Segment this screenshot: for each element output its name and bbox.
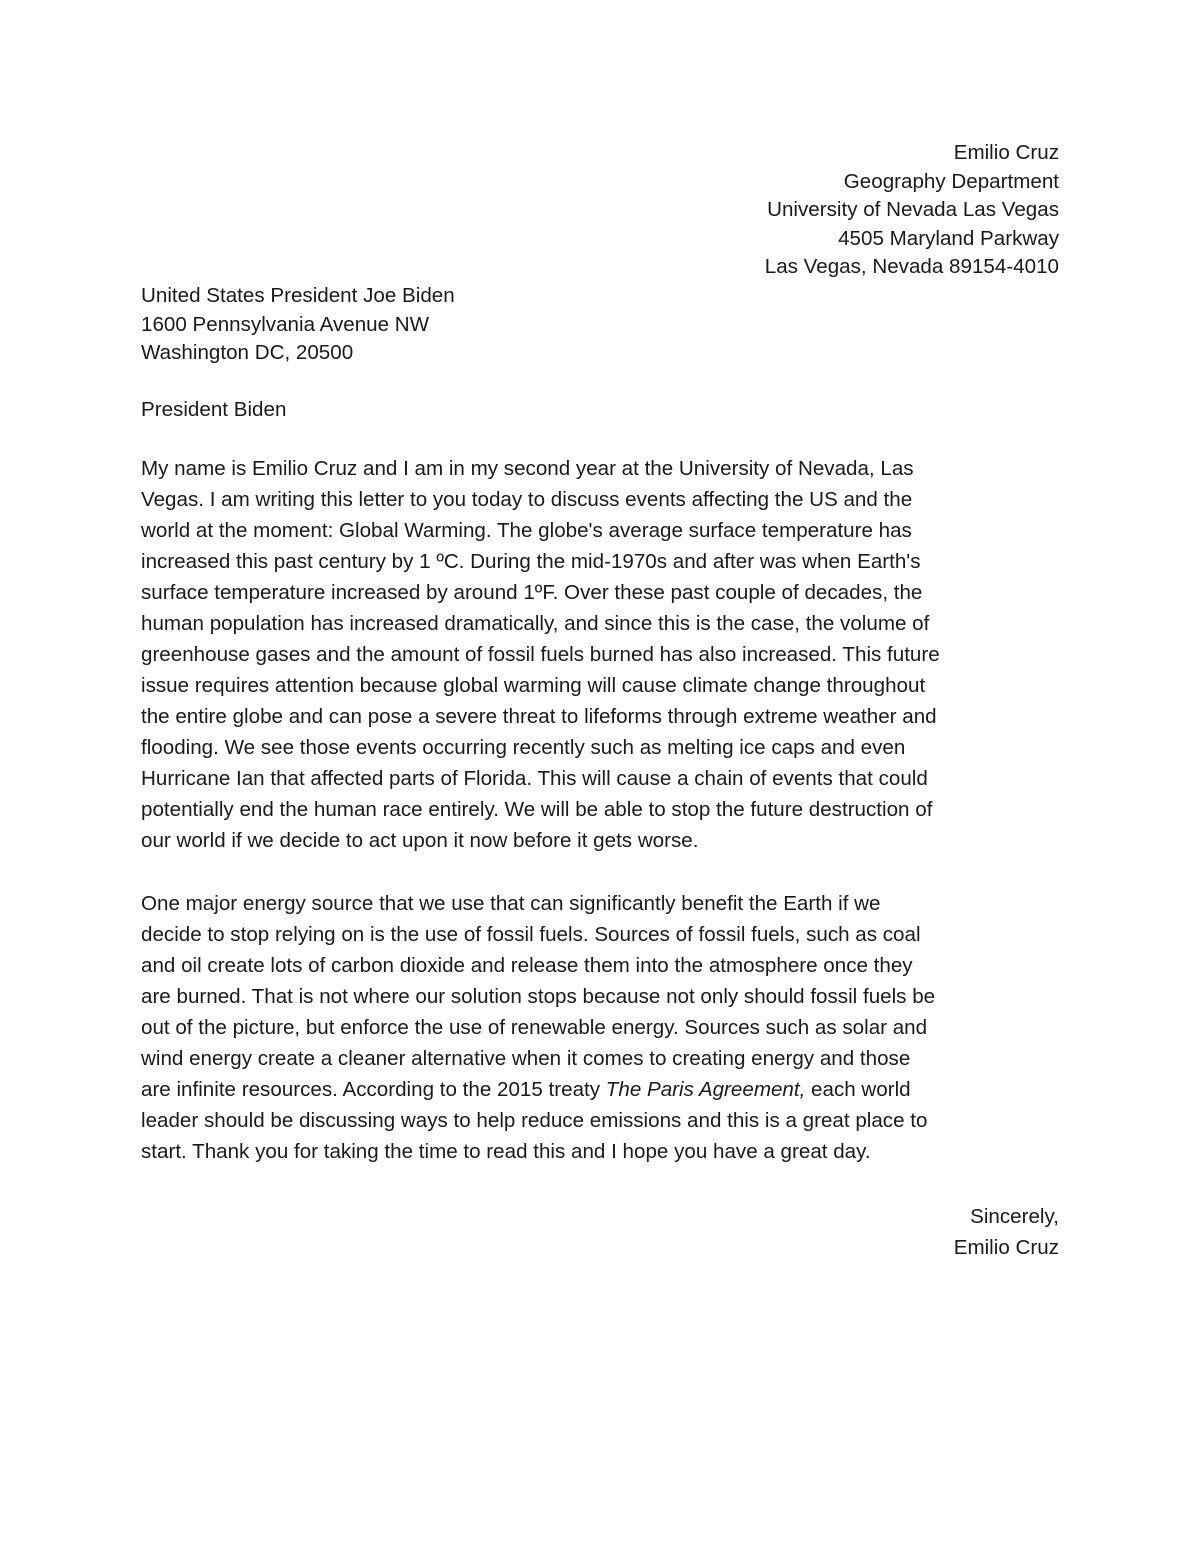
paragraph-line: surface temperature increased by around 1ºF. Over these past couple of decades, the [141,581,923,604]
paragraph-line: world at the moment: Global Warming. The globe's average surface temperature has [141,519,912,542]
paragraph-line-treaty [141,1074,1061,1105]
paragraph-line: out of the picture, but enforce the use of renewable energy. Sources such as solar and [141,1016,928,1039]
sender-department: Geography Department [843,169,1059,193]
body-paragraph-2 [141,888,1061,1167]
paragraph-line: decide to stop relying on is the use of fossil fuels. Sources of fossil fuels, such as coal [141,923,921,946]
salutation: President Biden [141,398,287,421]
paragraph-line: issue requires attention because global warming will cause climate change throughout [141,674,926,697]
paragraph-line: greenhouse gases and the amount of fossil fuels burned has also increased. This future [141,643,940,666]
sender-university: University of Nevada Las Vegas [767,198,1059,222]
recipient-name: United States President Joe Biden [141,284,455,307]
paragraph-line: My name is Emilio Cruz and I am in my second year at the University of Nevada, Las [141,457,914,480]
sender-address-block [765,139,1059,282]
treaty-title: The Paris Agreement, [605,1078,806,1101]
closing-block [954,1201,1059,1263]
paragraph-line: and oil create lots of carbon dioxide and release them into the atmosphere once they [141,954,913,977]
recipient-city: Washington DC, 20500 [141,341,354,365]
valediction: Sincerely, [970,1205,1059,1228]
recipient-street: 1600 Pennsylvania Avenue NW [141,312,430,336]
sender-street: 4505 Maryland Parkway [838,226,1059,250]
sender-name: Emilio Cruz [953,141,1059,164]
paragraph-line: are burned. That is not where our solution stops because not only should fossil fuels be [141,985,936,1008]
paragraph-line: wind energy create a cleaner alternative when it comes to creating energy and those [141,1047,911,1070]
paragraph-line: human population has increased dramatically, and since this is the case, the volume of [141,612,930,635]
paragraph-line: potentially end the human race entirely. We will be able to stop the future destruction of [141,798,933,821]
recipient-address-block [141,282,455,368]
paragraph-line: Hurricane Ian that affected parts of Florida. This will cause a chain of events that could [141,767,928,790]
paragraph-line: increased this past century by 1 ºC. During the mid-1970s and after was when Earth's [141,550,921,573]
signature-name: Emilio Cruz [953,1236,1059,1259]
treaty-line-start: are infinite resources. According to the 2015 treaty [141,1078,606,1101]
paragraph-line: start. Thank you for taking the time to read this and I hope you have a great day. [141,1140,871,1163]
body-paragraph-1 [141,453,1061,856]
paragraph-line: One major energy source that we use that can significantly benefit the Earth if we [141,892,881,915]
paragraph-line: our world if we decide to act upon it now before it gets worse. [141,829,699,852]
treaty-line-end: each world [805,1078,911,1101]
paragraph-line: the entire globe and can pose a severe threat to lifeforms through extreme weather and [141,705,937,728]
paragraph-line: flooding. We see those events occurring recently such as melting ice caps and even [141,736,906,759]
paragraph-line: leader should be discussing ways to help reduce emissions and this is a great place to [141,1109,928,1132]
sender-city-state-zip: Las Vegas, Nevada 89154-4010 [764,255,1059,279]
paragraph-line: Vegas. I am writing this letter to you today to discuss events affecting the US and the [141,488,913,511]
